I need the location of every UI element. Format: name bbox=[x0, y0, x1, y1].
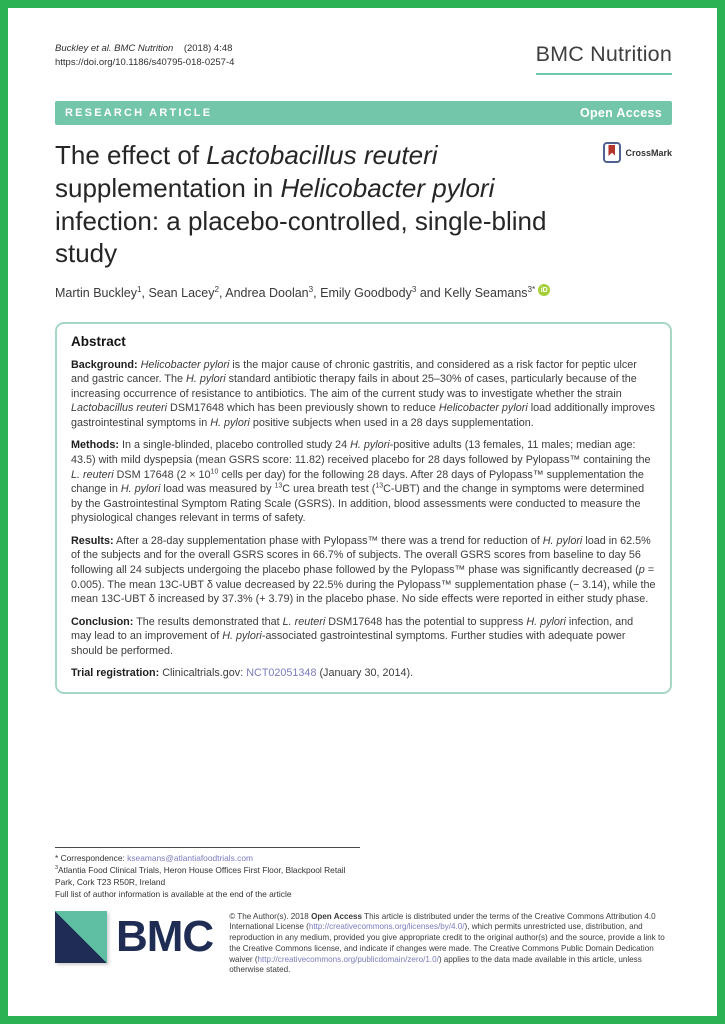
paragraph-label: Conclusion: bbox=[71, 615, 134, 628]
paragraph-text: In a single-blinded, placebo controlled study 24 H. pylori-positive adults (13 females, 11 males; median age: 43.5) with mild dyspepsia (mean GSRS score: 11.82) received placebo for 28 days followed by Pylopass™ containing the L. reuteri DSM 17648 ($2 \times 10^{10}$ cells per day) for the following 28 days. After 28 days of Pylopass™ supplementation the change in H. pylori load was measured by $^{13}$C urea breath test ($^{13}$C-UBT) and the change in symptoms were determined by the Gastrointestinal Symptom Rating Scale (GSRS). In addition, blood assessments were conducted to measure the physiological changes relevant in terms of safety. bbox=[71, 439, 651, 525]
cc-zero-link[interactable]: http://creativecommons.org/publicdomain/zero/1.0/ bbox=[257, 954, 439, 964]
abstract-paragraph-results bbox=[71, 534, 656, 607]
abstract-paragraph-methods bbox=[71, 438, 656, 525]
open-access-label: Open Access bbox=[579, 106, 662, 120]
bmc-wordmark: BMC bbox=[116, 911, 214, 961]
paragraph-text: Helicobacter pylori is the major cause of chronic gastritis, and considered as a risk factor for peptic ulcer and gastric cancer. The H. pylori standard antibiotic therapy fails in about 25–30% of cases, particularly because of the increasing occurrence of resistance to antibiotics. The aim of the current study was to investigate whether the strain Lactobacillus reuteri DSM17648 which has been previously shown to reduce Helicobacter pylori load additionally improves gastrointestinal symptoms in H. pylori positive subjects when used in a 28 days supplementation. bbox=[71, 358, 655, 429]
license-text: © The Author(s). 2018 Open Access This article is distributed under the terms of the Creative Commons Attribution 4.0 International License (http://creativecommons.org/licenses/by/4.0/), which permits unrestricted use, distribution, and reproduction in any medium, provided you give appropriate credit to the original author(s) and the source, provide a link to the Creative Commons license, and indicate if changes were made. The Creative Commons Public Domain Dedication waiver (http://creativecommons.org/publicdomain/zero/1.0/) applies to the data made available in this article, unless otherwise stated. bbox=[229, 911, 665, 975]
paragraph-text: After a 28-day supplementation phase with Pylopass™ there was a trend for reduction of H. pylori load in 62.5% of the subjects and for the overall GSRS scores in 66.7% of subjects. The overall GSRS scores from baseline to day 56 following all 24 subjects undergoing the placebo phase followed by the Pylopass™ phase was significantly decreased (p = 0.005). The mean 13C-UBT δ value decreased by 22.5% during the Pylopass™ supplementation phase (− 3.14), while the mean 13C-UBT δ increased by 37.3% (+ 3.79) in the placebo phase. No side effects were reported in either study phase. bbox=[71, 534, 656, 606]
doi-text: https://doi.org/10.1186/s40795-018-0257-4 bbox=[55, 56, 235, 68]
citation-line: Buckley et al. BMC Nutrition (2018) 4:48 bbox=[55, 43, 233, 54]
cc-by-link[interactable]: http://creativecommons.org/licenses/by/4.0/ bbox=[308, 922, 465, 932]
crossmark-icon bbox=[603, 142, 621, 163]
affiliation-line: $^3$Atlantia Food Clinical Trials, Heron House Offices First Floor, Blackpool Retail Park, Cork T23 R50R, Ireland bbox=[55, 865, 346, 887]
masthead bbox=[55, 42, 672, 75]
abstract-box bbox=[55, 322, 672, 694]
journal-name: BMC Nutrition bbox=[536, 42, 672, 75]
paragraph-label: Trial registration: bbox=[71, 667, 160, 680]
abstract-heading: Abstract bbox=[71, 333, 126, 349]
correspondence-line: * Correspondence: kseamans@atlantiafoodtrials.com bbox=[55, 853, 253, 864]
spacer bbox=[55, 694, 672, 848]
citation-block bbox=[55, 42, 234, 69]
article-type-label: RESEARCH ARTICLE bbox=[65, 107, 213, 119]
crossmark-flag-icon bbox=[608, 145, 615, 156]
authors-line bbox=[55, 284, 672, 300]
author-info-line: Full list of author information is available at the end of the article bbox=[55, 888, 292, 899]
paragraph-label: Results: bbox=[71, 534, 114, 547]
article-title: The effect of Lactobacillus reuteri supplementation in Helicobacter pylori infection: a placebo-controlled, single-blind study bbox=[55, 140, 547, 269]
authors-names: Martin Buckley$^1$, Sean Lacey$^2$, Andrea Doolan$^3$, Emily Goodbody$^3$ and Kelly Seamans$^{3*}$ bbox=[55, 284, 536, 300]
orcid-icon[interactable]: iD bbox=[538, 284, 550, 296]
abstract-paragraph-background bbox=[71, 358, 656, 431]
abstract-paragraph-trial-registration bbox=[71, 666, 656, 681]
crossmark-label: CrossMark bbox=[625, 147, 672, 158]
correspondence-email-link[interactable]: kseamans@atlantiafoodtrials.com bbox=[127, 853, 253, 864]
article-type-bar bbox=[55, 101, 672, 125]
bmc-logo bbox=[55, 911, 213, 963]
bmc-logo-square-icon bbox=[55, 911, 107, 963]
paragraph-text: Clinicaltrials.gov: NCT02051348 (January 30, 2014). bbox=[162, 667, 414, 680]
paragraph-label: Background: bbox=[71, 358, 138, 371]
abstract-paragraph-conclusion bbox=[71, 615, 656, 659]
nct-registration-link[interactable]: NCT02051348 bbox=[246, 667, 317, 680]
publisher-footer bbox=[55, 911, 672, 977]
footnotes-block bbox=[55, 847, 360, 900]
crossmark-badge[interactable] bbox=[603, 142, 672, 163]
paragraph-text: The results demonstrated that L. reuteri DSM17648 has the potential to suppress H. pylori infection, and may lead to an improvement of H. pylori-associated gastrointestinal symptoms. Further studies with adequate power should be performed. bbox=[71, 615, 634, 657]
title-row bbox=[55, 139, 672, 270]
paragraph-label: Methods: bbox=[71, 439, 119, 452]
page-content bbox=[8, 8, 717, 1016]
